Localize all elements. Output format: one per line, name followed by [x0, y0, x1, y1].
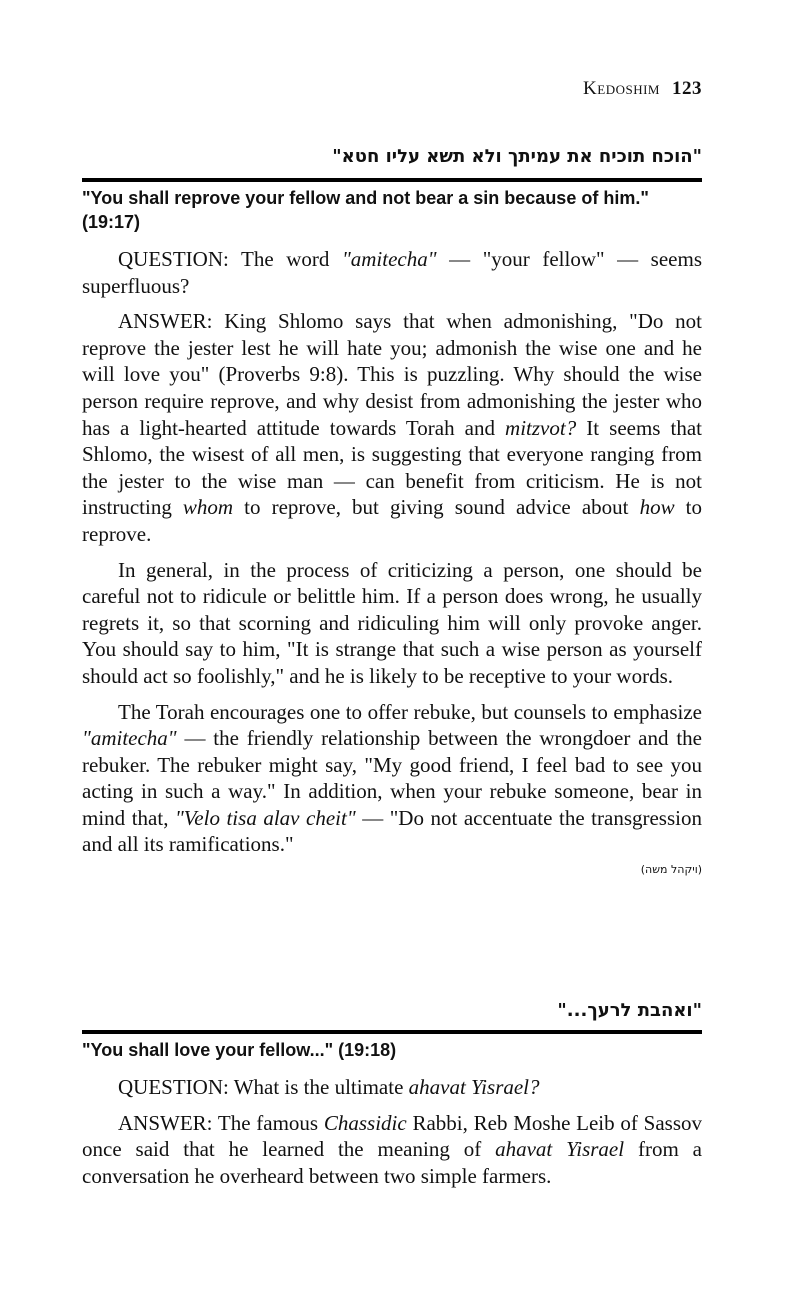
heading-rule [82, 1030, 702, 1034]
english-verse-heading: "You shall reprove your fellow and not bear a sin because of him." (19:17) [82, 188, 649, 232]
section-body [82, 1074, 702, 1198]
paragraph-answer: ANSWER: King Shlomo says that when admonishing, "Do not reprove the jester lest he will hate you; admonish the wise one and he will love you" (Proverbs 9:8). This is puzzling. Why should the wise person require reprove, and why desist from admonishing the jester who has a light-hearted attitude towards Torah and mitzvot? It seems that Shlomo, the wisest of all men, is suggesting that everyone ranging from the jester to the wise man — can benefit from criticism. He is not instructing whom to reprove, but giving sound advice about how to reprove. [82, 309, 703, 546]
paragraph-question: QUESTION: The word "amitecha" — "your fellow" — seems superfluous? [82, 247, 702, 298]
running-head-section: Kedoshim [583, 78, 660, 99]
paragraph-question: QUESTION: What is the ultimate ahavat Yisrael? [118, 1075, 540, 1099]
paragraph-answer: ANSWER: The famous Chassidic Rabbi, Reb Moshe Leib of Sassov once said that he learned the meaning of ahavat Yisrael from a conversation he overheard between two simple farmers. [82, 1110, 702, 1188]
page-number: 123 [672, 78, 702, 99]
english-verse-heading: "You shall love your fellow..." (19:18) [82, 1040, 397, 1060]
paragraph-body: In general, in the process of criticizing a person, one should be careful not to ridicule or belittle him. If a person does wrong, he usually regrets it, so that scorning and ridiculing him will only provoke anger. You should say to him, "It is strange that such a wise person as yourself should act so foolishly," and he is likely to be receptive to your words. [82, 557, 702, 688]
source-attribution: (ויקהל משה) [640, 863, 702, 877]
section-body [82, 246, 702, 876]
hebrew-verse-heading: "הוכח תוכיח את עמיתך ולא תשא עליו חטא" [332, 146, 702, 167]
hebrew-verse-heading: "ואהבת לרעך..." [557, 1000, 702, 1021]
heading-rule [82, 178, 702, 182]
running-head [583, 78, 702, 100]
paragraph-body: The Torah encourages one to offer rebuke, but counsels to emphasize "amitecha" — the friendly relationship between the wrongdoer and the rebuker. The rebuker might say, "My good friend, I feel bad to see you acting in such a way." In addition, when your rebuke someone, bear in mind that, "Velo tisa alav cheit" — "Do not accentuate the transgression and all its ramifications." [82, 699, 702, 857]
